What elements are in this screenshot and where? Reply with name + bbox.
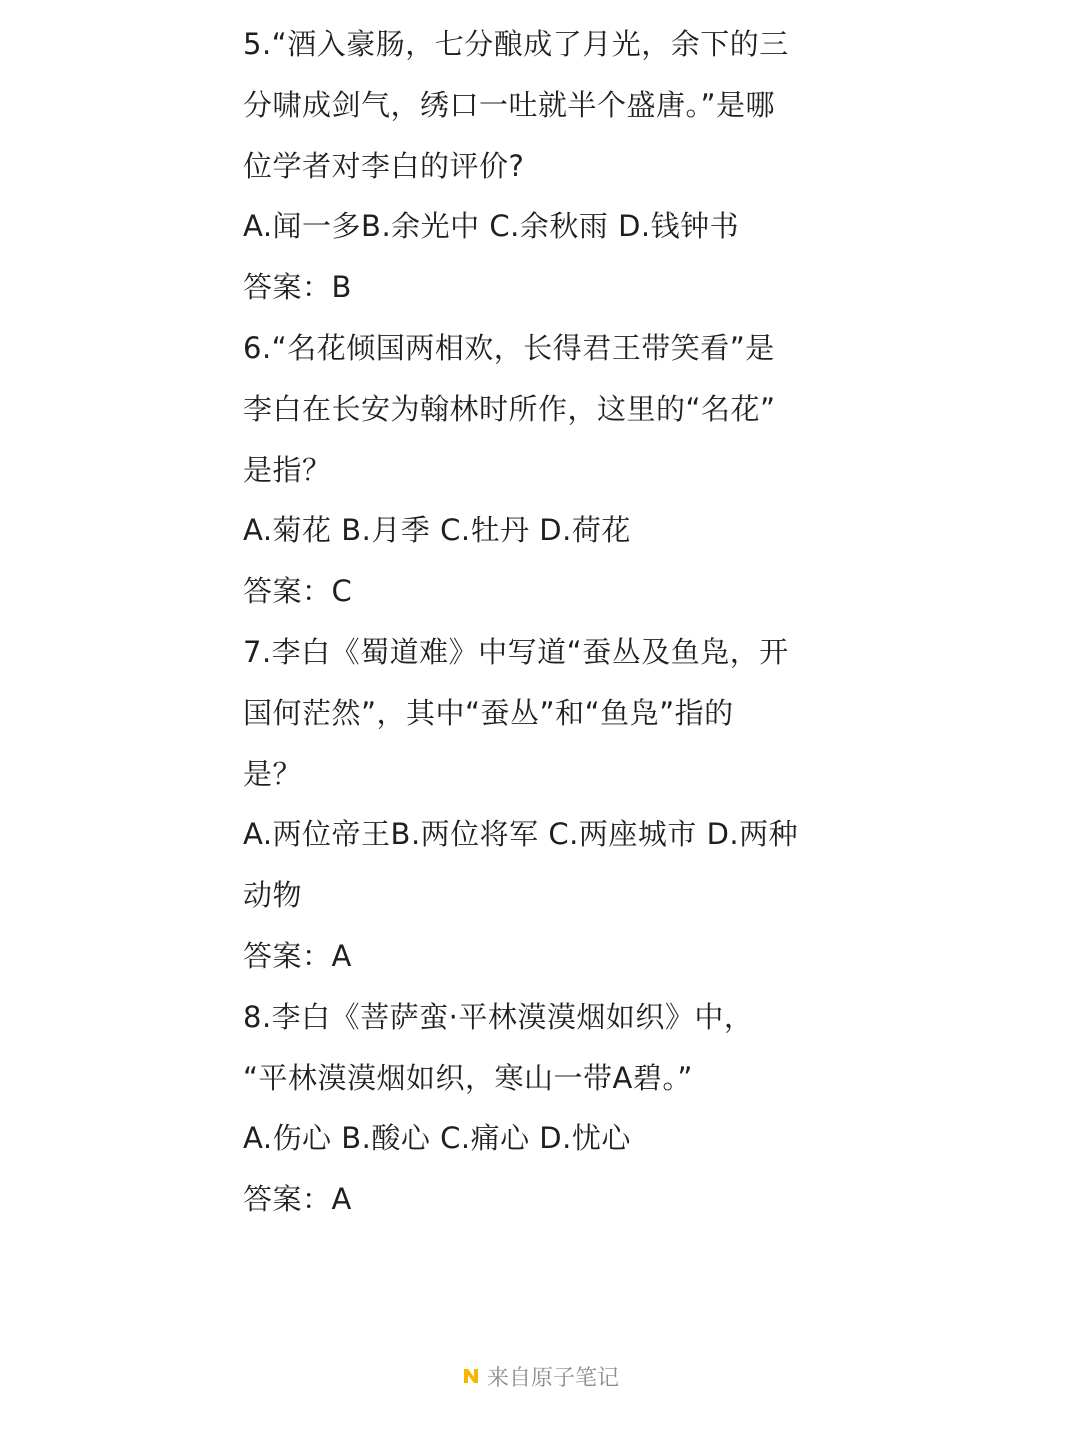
options-line: 动物: [243, 878, 303, 913]
options-line: A.伤心 B.酸心 C.痛心 D.忧心: [243, 1121, 631, 1156]
text-line: 国何茫然”，其中“蚕丛”和“鱼凫”指的: [243, 695, 734, 730]
quiz-text: [243, 14, 843, 1230]
text-line: 6.“名花倾国两相欢，长得君王带笑看”是: [243, 330, 775, 365]
options-line: A.闻一多B.余光中 C.余秋雨 D.钱钟书: [243, 209, 740, 244]
source-footer: [0, 1358, 1080, 1394]
text-line: 是指？: [243, 452, 332, 487]
answer-line: 答案：A: [243, 1182, 352, 1217]
options-line: A.菊花 B.月季 C.牡丹 D.荷花: [243, 513, 631, 548]
answer-line: 答案：A: [243, 938, 352, 973]
text-line: “平林漠漠烟如织，寒山一带A碧。”: [243, 1060, 693, 1095]
text-line: 8.李白《菩萨蛮·平林漠漠烟如织》中，: [243, 999, 754, 1034]
answer-line: 答案：B: [243, 270, 352, 305]
answer-line: 答案：C: [243, 574, 353, 609]
options-line: A.两位帝王B.两位将军 C.两座城市 D.两种: [243, 817, 799, 852]
text-line: 5.“酒入豪肠，七分酿成了月光，余下的三: [243, 27, 789, 61]
text-line: 是？: [243, 756, 303, 791]
text-line: 分啸成剑气，绣口一吐就半个盛唐。”是哪: [243, 87, 776, 122]
text-line: 7.李白《蜀道难》中写道“蚕丛及鱼凫，开: [243, 634, 789, 669]
notes-app-logo-icon: [461, 1366, 481, 1386]
text-line: 位学者对李白的评价?: [243, 148, 525, 183]
text-line: 李白在长安为翰林时所作，这里的“名花”: [243, 391, 776, 426]
footer-text: 来自原子笔记: [486, 1365, 619, 1391]
